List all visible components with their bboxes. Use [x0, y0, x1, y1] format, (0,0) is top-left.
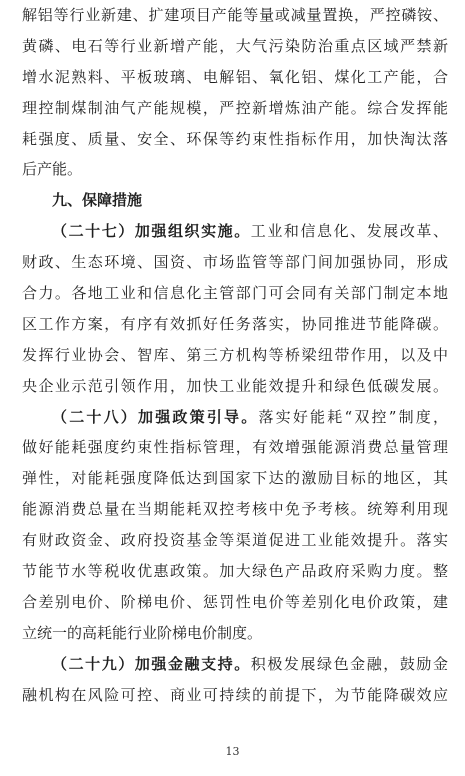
text-line: 立统一的高耗能行业阶梯电价制度。	[22, 623, 263, 642]
text-line: 节能节水等税收优惠政策。加大绿色产品政府采购力度。整	[22, 562, 448, 581]
subsection-title: （二十九）加强金融支持。	[52, 654, 251, 673]
subsection-title: （二十八）加强政策引导。	[52, 407, 259, 426]
text-line: 做好能耗强度约束性指标管理，有效增强能源消费总量管理	[22, 438, 448, 457]
paragraph-text: 落实好能耗“双控”制度，	[258, 407, 448, 426]
text-line: 增水泥熟料、平板玻璃、电解铝、氧化铝、煤化工产能，合	[22, 67, 448, 86]
section-heading: 九、保障措施	[52, 191, 143, 210]
text-line: 后产能。	[22, 160, 83, 179]
text-line: 合差别电价、阶梯电价、惩罚性电价等差别化电价政策，建	[22, 592, 448, 611]
text-line: 区工作方案，有序有效抓好任务落实，协同推进节能降碳。	[22, 314, 448, 333]
text-line: 黄磷、电石等行业新增产能，大气污染防治重点区域严禁新	[22, 36, 448, 55]
page-number: 13	[225, 745, 240, 758]
paragraph-first-line	[22, 402, 448, 433]
text-line: 财政、生态环境、国资、市场监管等部门间加强协同，形成	[22, 253, 448, 272]
text-line: 弹性，对能耗强度降低达到国家下达的激励目标的地区，其	[22, 469, 448, 488]
text-line: 央企业示范引领作用，加快工业能效提升和绿色低碳发展。	[22, 376, 448, 395]
paragraph-text: 积极发展绿色金融，鼓励金	[250, 654, 448, 673]
text-line: 有财政资金、政府投资基金等渠道促进工业能效提升。落实	[22, 531, 448, 550]
text-line: 合力。各地工业和信息化主管部门可会同有关部门制定本地	[22, 284, 448, 303]
paragraph-first-line	[22, 649, 448, 680]
subsection-title: （二十七）加强组织实施。	[52, 222, 251, 241]
paragraph-first-line	[22, 216, 448, 247]
text-line: 耗强度、质量、安全、环保等约束性指标作用，加快淘汰落	[22, 129, 448, 148]
text-line: 融机构在风险可控、商业可持续的前提下，为节能降碳效应	[22, 685, 448, 704]
text-line: 解铝等行业新建、扩建项目产能等量或减量置换，严控磷铵、	[22, 6, 448, 24]
text-line: 理控制煤制油气产能规模，严控新增炼油产能。综合发挥能	[22, 98, 448, 117]
paragraph-text: 工业和信息化、发展改革、	[250, 222, 448, 241]
text-line: 发挥行业协会、智库、第三方机构等桥梁纽带作用，以及中	[22, 345, 448, 364]
body-text	[22, 0, 448, 710]
text-line: 能源消费总量在当期能耗双控考核中免予考核。统筹利用现	[22, 500, 448, 519]
